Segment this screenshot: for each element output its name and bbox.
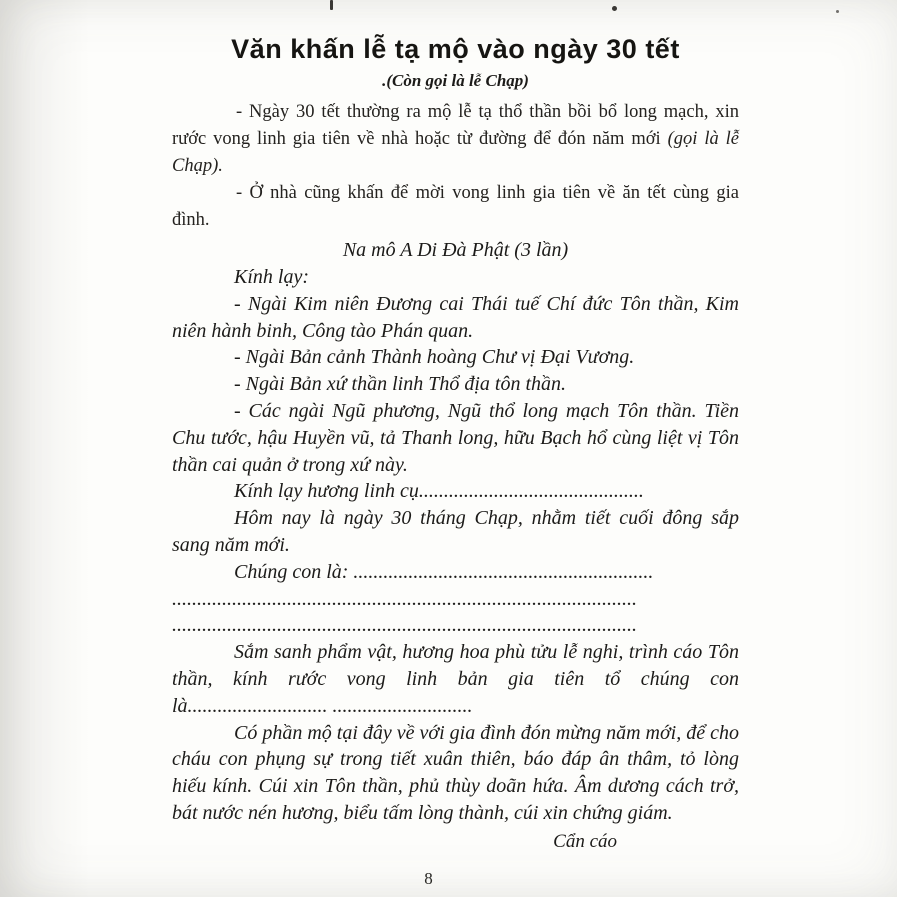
prayer-paragraph-hom-nay: Hôm nay là ngày 30 tháng Chạp, nhằm tiết cuối đông sắp sang năm mới.: [172, 507, 739, 556]
page-number: 8: [424, 869, 433, 888]
page-subtitle: .(Còn gọi là lễ Chạp): [382, 71, 529, 90]
fill-in-dotted-line: .............................................................................................: [172, 614, 637, 637]
fill-in-dotted-line: .............................................................................................: [172, 587, 637, 610]
prayer-section: [172, 264, 739, 827]
page-title: Văn khấn lễ tạ mộ vào ngày 30 tết: [231, 34, 680, 64]
intro-paragraph-1-main: - Ngày 30 tết thường ra mộ lễ tạ thổ thần bồi bổ long mạch, xin rước vong linh gia tiên về nhà hoặc từ đường để đón năm mới: [172, 102, 739, 149]
scan-edge-shading: [0, 0, 90, 897]
prayer-line-chung-con-la: Chúng con là: ............................................................: [234, 560, 654, 583]
scan-artifact-dot: [612, 6, 617, 11]
mantra-line: Na mô A Di Đà Phật (3 lần): [342, 239, 569, 261]
intro-paragraph-1: [172, 99, 739, 180]
intro-section: [172, 99, 739, 234]
prayer-line-huong-linh: Kính lạy hương linh cụ.............................................: [234, 480, 644, 503]
page-content: [172, 34, 739, 855]
intro-paragraph-1-italic: (gọi là lễ Chạp).: [172, 129, 740, 176]
closing-line: Cẩn cáo: [553, 830, 617, 852]
prayer-paragraph-kim-nien: - Ngài Kim niên Đương cai Thái tuế Chí đức Tôn thần, Kim niên hành binh, Công tào Phán quan.: [172, 292, 739, 342]
prayer-paragraph-ban-canh: - Ngài Bản cảnh Thành hoàng Chư vị Đại Vương.: [234, 346, 635, 369]
prayer-paragraph-co-phan-mo: Có phần mộ tại đây về với gia đình đón mừng năm mới, để cho cháu con phụng sự trong tiết xuân thiên, báo đáp ân thâm, tỏ lòng hiếu kính. Cúi xin Tôn thần, phủ thùy doãn hứa. Âm dương cách trở, bát nước nén hương, biểu tấm lòng thành, cúi xin chứng giám.: [172, 721, 739, 824]
scan-artifact-tick: [330, 0, 333, 10]
prayer-paragraph-ban-xu: - Ngài Bản xứ thần linh Thổ địa tôn thần.: [234, 373, 567, 396]
scan-artifact-dot-small: [836, 10, 839, 13]
intro-paragraph-2: - Ở nhà cũng khấn để mời vong linh gia tiên về ăn tết cùng gia đình.: [172, 183, 739, 230]
prayer-paragraph-sam-sanh: Sắm sanh phẩm vật, hương hoa phù tửu lễ nghi, trình cáo Tôn thần, kính rước vong linh bản gia tiên tổ chúng con là............................ ............................: [172, 641, 739, 717]
prayer-paragraph-ngu-phuong: - Các ngài Ngũ phương, Ngũ thổ long mạch Tôn thần. Tiền Chu tước, hậu Huyền vũ, tả Thanh long, hữu Bạch hổ cùng liệt vị Tôn thần cai quản ở trong xứ này.: [172, 399, 739, 476]
prayer-line-kinh-lay: Kính lạy:: [234, 266, 309, 288]
